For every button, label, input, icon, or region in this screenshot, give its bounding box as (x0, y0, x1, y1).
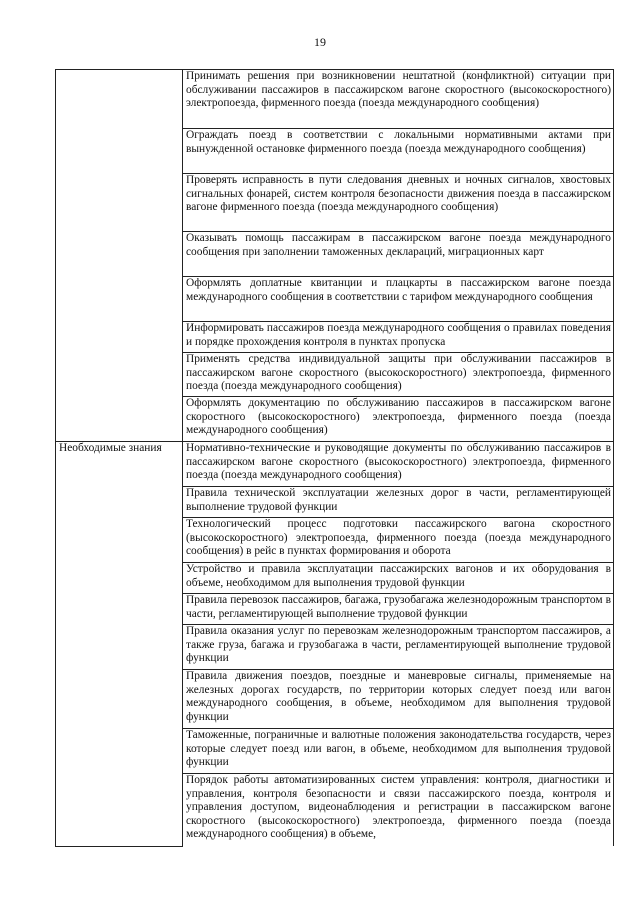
requirement-cell (183, 563, 614, 594)
requirement-text: Нормативно-технические и руководящие документы по обслуживанию пассажиров в пассажирском вагоне скоростного (высокоскоростного) электропоезда, фирменного поезда (поезда международного сообщения) (186, 442, 611, 482)
table-row (56, 70, 614, 129)
requirement-cell (183, 129, 614, 174)
requirement-cell (183, 70, 614, 129)
requirement-cell (183, 518, 614, 563)
requirement-cell (183, 594, 614, 625)
requirement-cell (183, 277, 614, 322)
requirement-cell (183, 322, 614, 353)
requirement-cell (183, 353, 614, 397)
requirement-text: Применять средства индивидуальной защиты при обслуживании пассажиров в пассажирском вагоне скоростного (высокоскоростного) электропоезда, фирменного поезда (поезда международного сообщения) (186, 353, 611, 393)
requirement-text: Оказывать помощь пассажирам в пассажирском вагоне поезда международного сообщения при заполнении таможенных деклараций, миграционных карт (186, 232, 611, 258)
requirement-text: Правила технической эксплуатации железных дорог в части, регламентирующей выполнение трудовой функции (186, 487, 611, 513)
requirement-text: Правила движения поездов, поездные и маневровые сигналы, применяемые на железных дорогах государств, по территории которых следует поезд или вагон международного сообщения, в объеме, необходимом для выполнения трудовой функции (186, 670, 611, 723)
section-heading-cell (56, 70, 183, 442)
page-number: 19 (314, 35, 326, 49)
requirement-cell (183, 487, 614, 518)
requirement-cell (183, 442, 614, 487)
requirement-text: Оформлять документацию по обслуживанию пассажиров в пассажирском вагоне скоростного (высокоскоростного) электропоезда, фирменного поезда (поезда международного сообщения) (186, 397, 611, 437)
section-heading-cell (56, 442, 183, 847)
requirement-cell (183, 397, 614, 442)
requirement-cell (183, 774, 614, 847)
requirement-cell (183, 670, 614, 729)
requirement-cell (183, 729, 614, 774)
requirement-text: Принимать решения при возникновении нештатной (конфликтной) ситуации при обслуживании пассажиров в пассажирском вагоне скоростного (высокоскоростного) электропоезда, фирменного поезда (поезда международного сообщения) (186, 70, 611, 110)
requirement-text: Проверять исправность в пути следования дневных и ночных сигналов, хвостовых сигнальных фонарей, систем контроля безопасности движения поезда в пассажирском вагоне фирменного поезда (поезда международного сообщения) (186, 174, 611, 214)
section-heading: Необходимые знания (59, 442, 162, 454)
requirement-cell (183, 174, 614, 232)
requirement-text: Правила оказания услуг по перевозкам железнодорожным транспортом пассажиров, а также груза, багажа и грузобагажа в части, регламентирующей выполнение трудовой функции (186, 625, 611, 665)
requirement-text: Таможенные, пограничные и валютные положения законодательства государств, через которые следует поезд или вагон, в объеме, необходимом для выполнения трудовой функции (186, 729, 611, 769)
requirement-cell (183, 232, 614, 277)
table-row (56, 442, 614, 487)
requirement-text: Информировать пассажиров поезда международного сообщения о правилах поведения и порядке прохождения контроля в пунктах пропуска (186, 322, 611, 348)
requirements-table (55, 69, 614, 847)
requirement-cell (183, 625, 614, 670)
requirement-text: Оформлять доплатные квитанции и плацкарты в пассажирском вагоне поезда международного сообщения в соответствии с тарифом международного сообщения (186, 277, 611, 303)
requirement-text: Устройство и правила эксплуатации пассажирских вагонов и их оборудования в объеме, необходимом для выполнения трудовой функции (186, 563, 611, 589)
requirement-text: Порядок работы автоматизированных систем управления: контроля, диагностики и управления, контроля безопасности и связи пассажирского поезда, контроля и управления доступом, видеонаблюдения и регистрации в пассажирском вагоне скоростного (высокоскоростного) электропоезда, фирменного поезда (поезда международного сообщения) в объеме, (186, 774, 611, 841)
requirement-text: Технологический процесс подготовки пассажирского вагона скоростного (высокоскоростного) электропоезда, фирменного поезда (поезда международного сообщения) в рейс в пунктах формирования и оборота (186, 518, 611, 558)
requirement-text: Ограждать поезд в соответствии с локальными нормативными актами при вынужденной остановке фирменного поезда (поезда международного сообщения) (186, 129, 611, 155)
requirement-text: Правила перевозок пассажиров, багажа, грузобагажа железнодорожным транспортом в части, регламентирующей выполнение трудовой функции (186, 594, 611, 620)
